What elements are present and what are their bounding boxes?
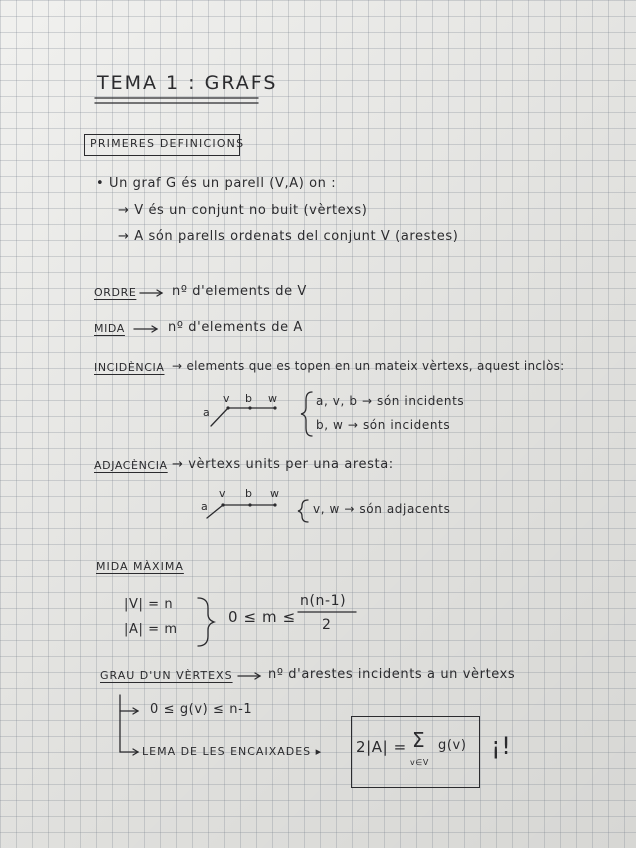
mida-maxima-den: 2 (322, 617, 332, 633)
adjacencia-def: → vèrtexs units per una aresta: (172, 457, 394, 472)
adjacencia-term: ADJACÈNCIA (94, 459, 168, 472)
intro-line-2: → V és un conjunt no buit (vèrtexs) (118, 203, 368, 218)
adjacencia-label-w: w (270, 487, 280, 500)
intro-line-1: • Un graf G és un parell (V,A) on : (96, 176, 337, 191)
incidencia-def: → elements que es topen en un mateix vèrtexs, aquest inclòs: (172, 359, 565, 373)
adjacencia-label-b: b (245, 487, 253, 500)
formula-left: 2|A| = (356, 738, 407, 756)
page-title: TEMA 1 : GRAFS (97, 72, 278, 94)
intro-line-3: → A són parells ordenats del conjunt V (arestes) (118, 229, 459, 244)
incidencia-label-v: v (223, 392, 231, 405)
mida-maxima-v: |V| = n (124, 597, 174, 612)
incidencia-label-a: a (203, 406, 211, 419)
mida-maxima-ineq: 0 ≤ m ≤ (228, 608, 296, 626)
ordre-term: ORDRE (94, 286, 137, 299)
formula-sub: v∈V (410, 758, 429, 767)
grau-def: nº d'arestes incidents a un vèrtexs (268, 667, 516, 682)
grau-branch-2: LEMA DE LES ENCAIXADES ▸ (142, 745, 323, 758)
incidencia-line-1: a, v, b → són incidents (316, 394, 465, 408)
mida-maxima-a: |A| = m (124, 622, 178, 637)
section-heading: PRIMERES DEFINICIONS (90, 137, 245, 150)
incidencia-line-2: b, w → són incidents (316, 418, 451, 432)
adjacencia-label-v: v (219, 487, 227, 500)
incidencia-label-w: w (268, 392, 278, 405)
formula-sum: Σ (412, 728, 426, 752)
exclaim: ¡! (491, 732, 512, 760)
adjacencia-line-1: v, w → són adjacents (313, 502, 451, 516)
formula-right: g(v) (438, 738, 467, 753)
mida-maxima-term: MIDA MÀXIMA (96, 560, 184, 573)
mida-term: MIDA (94, 322, 125, 335)
mida-maxima-num: n(n-1) (300, 593, 347, 609)
incidencia-term: INCIDÈNCIA (94, 361, 165, 374)
grau-term: GRAU D'UN VÈRTEXS (100, 669, 233, 682)
mida-def: nº d'elements de A (168, 320, 303, 335)
ordre-def: nº d'elements de V (172, 284, 307, 299)
incidencia-label-b: b (245, 392, 253, 405)
adjacencia-label-a: a (201, 500, 209, 513)
grau-branch-1: 0 ≤ g(v) ≤ n-1 (150, 702, 253, 717)
